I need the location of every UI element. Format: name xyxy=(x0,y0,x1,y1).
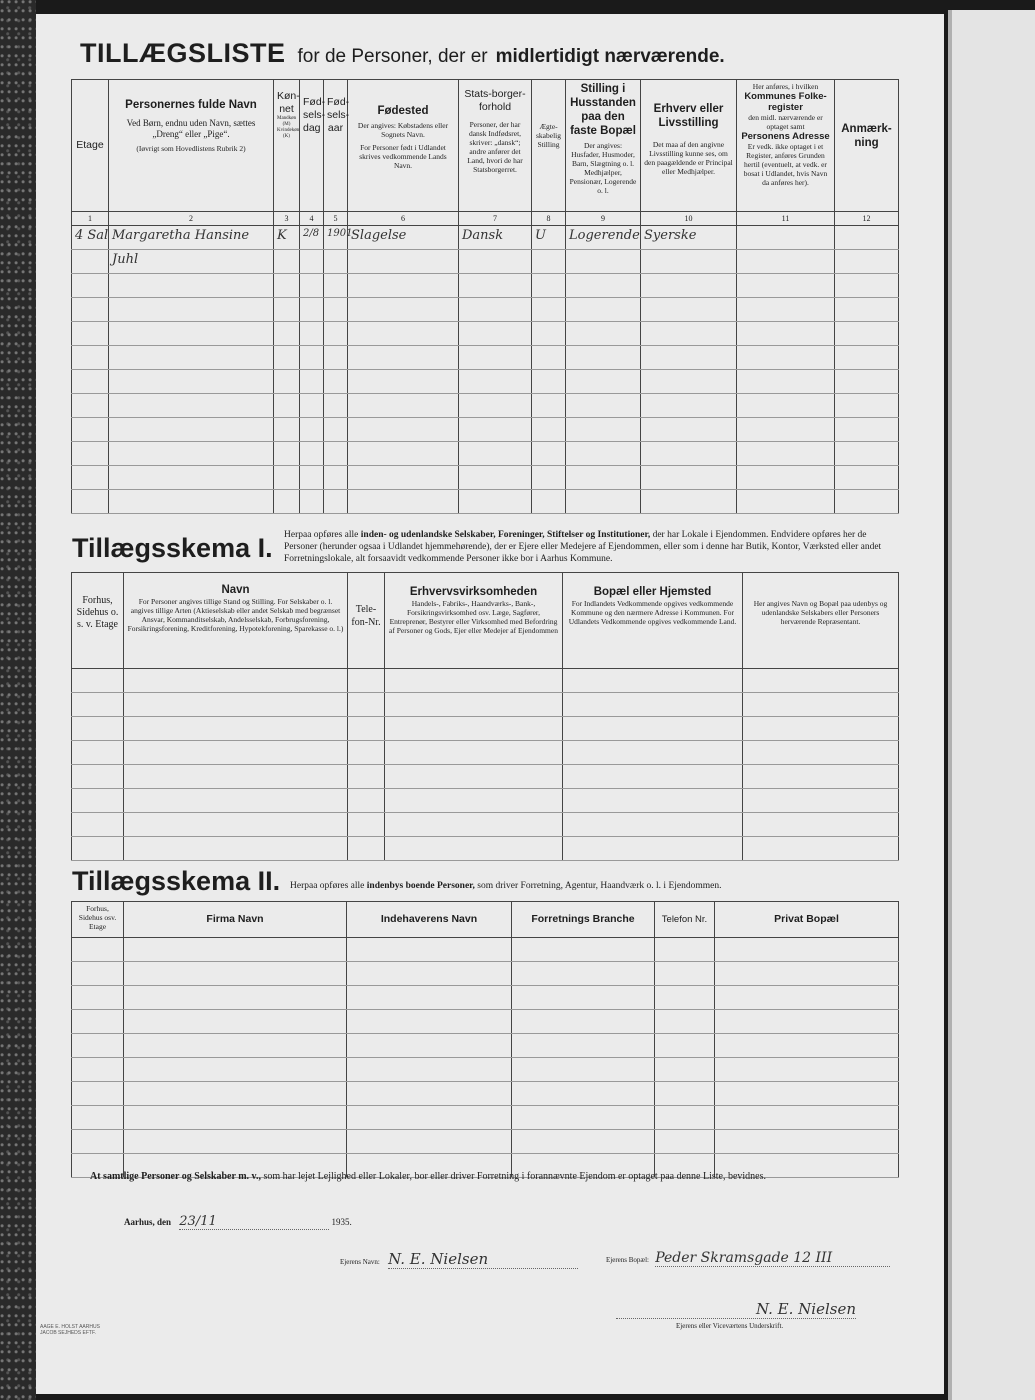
table-row xyxy=(72,226,899,250)
table-row xyxy=(72,490,899,514)
col-kon: Køn-net Mandkøn (M) Kvindekøn (K) xyxy=(274,80,300,212)
entry-dag: 2/8 xyxy=(300,226,324,250)
s1-col-navn: Navn For Personer angives tillige Stand og Stilling. For Selskaber o. l. angives tillige Arten (Aktieselskab eller andet Selskab med begrænset Ansvar, Kommanditselskab, Andelsselskab, Forbrugsforening, Forsikringsforening, Kreditforening, Hypotekforening, Sparekasse o. l.) xyxy=(124,573,348,669)
entry-erhverv: Syerske xyxy=(641,226,737,250)
table-row xyxy=(72,298,899,322)
title-big: TILLÆGSLISTE xyxy=(80,38,286,68)
skema2-title: Tillægsskema II. xyxy=(72,866,281,896)
table-row xyxy=(72,1034,899,1058)
skema1-title: Tillægsskema I. xyxy=(72,533,273,563)
table-row xyxy=(72,1130,899,1154)
table-row xyxy=(72,669,899,693)
entry-statsborger: Dansk xyxy=(459,226,532,250)
s1-col-etage: Forhus, Sidehus o. s. v. Etage xyxy=(72,573,124,669)
table-row xyxy=(72,1058,899,1082)
table-row xyxy=(72,370,899,394)
main-list-table xyxy=(71,79,899,514)
table-row xyxy=(72,986,899,1010)
col-erhverv: Erhverv eller Livsstilling Det maa af den angivne Livsstilling kunne ses, om den paagældende er Principal eller Medhjælper. xyxy=(641,80,737,212)
table-row xyxy=(72,741,899,765)
table-row xyxy=(72,693,899,717)
col-statsborger: Stats-borger-forhold Personer, der har dansk Indfødsret, skriver: „dansk“; andre anfører det Land, hvori de har Statsborgerret. xyxy=(459,80,532,212)
owner-name-value: N. E. Nielsen xyxy=(388,1250,578,1269)
skema2-header-row xyxy=(72,902,899,938)
owner-address-value: Peder Skramsgade 12 III xyxy=(655,1250,890,1267)
table-row xyxy=(72,1082,899,1106)
skema2-table xyxy=(71,901,899,1178)
table-row xyxy=(72,1010,899,1034)
entry-etage: 4 Sal xyxy=(72,226,109,250)
s2-col-telefon: Telefon Nr. xyxy=(655,902,715,938)
adjacent-page xyxy=(948,10,1035,1400)
entry-name-line1: Margaretha Hansine xyxy=(109,226,274,250)
col-folkeregister: Her anføres, i hvilken Kommunes Folke-register den midl. nærværende er optaget samt Personens Adresse Er vedk. ikke optaget i et Register, anføres Grunden hertil (eventuelt, at vedk. er bosat i Udlandet, hvis Navn da anføres her). xyxy=(737,80,835,212)
skema1-description: Herpaa opføres alle inden- og udenlandske Selskaber, Foreninger, Stiftelser og Institutioner, der har Lokale i Ejendommen. Endvidere opføres her de Personer (herunder ogsaa i Udlandet hjemmehørende), der er Ejere eller Medejere af Ejendommen, eller som i denne har Butik, Kontor, Værksted eller andet Forretningslokale, alt forsaavidt vedkommende Personer ikke bor i Aarhus Kommune. xyxy=(284,530,882,564)
s2-col-bopael: Privat Bopæl xyxy=(715,902,899,938)
skema2-description: Herpaa opføres alle indenbys boende Personer, som driver Forretning, Agentur, Haandværk o. l. i Ejendommen. xyxy=(290,881,722,891)
s1-col-telefon: Tele-fon-Nr. xyxy=(348,573,385,669)
col-aar: Fød-sels-aar xyxy=(324,80,348,212)
s1-col-repraesentant: Her angives Navn og Bopæl paa udenbys og udenlandske Selskabers eller Personers herværende Repræsentant. xyxy=(743,573,899,669)
entry-stilling: Logerende xyxy=(566,226,641,250)
owner-name-line: Ejerens Navn: N. E. Nielsen xyxy=(340,1250,578,1269)
entry-aar: 1901 xyxy=(324,226,348,250)
table-row xyxy=(72,962,899,986)
table-row xyxy=(72,765,899,789)
s2-col-branche: Forretnings Branche xyxy=(512,902,655,938)
table-row xyxy=(72,346,899,370)
s1-col-bopael: Bopæl eller Hjemsted For Indlandets Vedkommende opgives vedkommende Kommune og den nærmere Adresse i Kommunen. For Udlandets Vedkommende opgives vedkommende Land. xyxy=(563,573,743,669)
col-fodested: Fødested Der angives: Købstadens eller Sognets Navn. For Personer født i Udlandet skrives vedkommende Lands Navn. xyxy=(348,80,459,212)
page-fold xyxy=(948,10,952,1400)
table-row xyxy=(72,717,899,741)
skema1-table xyxy=(71,572,899,861)
signature-block xyxy=(616,1300,856,1319)
table-row xyxy=(72,837,899,861)
main-number-row: 1 2 3 4 5 6 7 8 9 10 11 12 xyxy=(72,212,899,226)
col-stilling: Stilling i Husstanden paa den faste Bopæl Der angives: Husfader, Husmoder, Barn, Slægtning o. l. Medhjælper, Pensionær, Logerende o. l. xyxy=(566,80,641,212)
table-row xyxy=(72,274,899,298)
col-name: Personernes fulde Navn Ved Børn, endnu uden Navn, sættes „Dreng“ eller „Pige“. (Iøvrigt som Hovedlistens Rubrik 2) xyxy=(109,80,274,212)
col-aegteskab: Ægte-skabelig Stilling xyxy=(532,80,566,212)
table-row xyxy=(72,938,899,962)
entry-name-line2: Juhl xyxy=(109,250,274,274)
table-row xyxy=(72,250,899,274)
table-row xyxy=(72,394,899,418)
table-row xyxy=(72,466,899,490)
book-binding xyxy=(0,0,36,1400)
printer-mark: AAGE E. HOLST AARHUS JACOB SEJHEDS EFTF. xyxy=(40,1324,100,1336)
col-etage: Etage xyxy=(72,80,109,212)
date-value: 23/11 xyxy=(179,1214,329,1230)
main-header-row xyxy=(72,80,899,212)
s2-col-firma: Firma Navn xyxy=(124,902,347,938)
signature-value: N. E. Nielsen xyxy=(616,1300,856,1319)
skema1-header-row xyxy=(72,573,899,669)
entry-aegteskab: U xyxy=(532,226,566,250)
s1-col-erhverv: Erhvervsvirksomheden Handels-, Fabriks-, Haandværks-, Bank-, Forsikringsvirksomhed osv. Læge, Sagfører, Entreprenør, Bestyrer eller Virksomhed med Befordring af Personer og Gods, Ejer eller Medejer af Ejendommen xyxy=(385,573,563,669)
owner-address-line: Ejerens Bopæl: Peder Skramsgade 12 III xyxy=(606,1250,890,1267)
s2-col-etage: Forhus, Sidehus osv. Etage xyxy=(72,902,124,938)
table-row xyxy=(72,813,899,837)
col-anmaerkning: Anmærk-ning xyxy=(835,80,899,212)
table-row xyxy=(72,442,899,466)
col-dag: Fød-sels-dag xyxy=(300,80,324,212)
s2-col-indehaver: Indehaverens Navn xyxy=(347,902,512,938)
declaration-text: At samtlige Personer og Selskaber m. v., som har lejet Lejlighed eller Lokaler, bor eller driver Forretning i forannævnte Ejendom er optaget paa denne Liste, bevidnes. xyxy=(90,1171,766,1182)
table-row xyxy=(72,789,899,813)
title-pre: for de Personer, der er xyxy=(297,46,488,67)
entry-kon: K xyxy=(274,226,300,250)
main-list-title xyxy=(80,38,725,69)
date-line: Aarhus, den 23/11 1935. xyxy=(124,1214,352,1229)
table-row xyxy=(72,418,899,442)
table-row xyxy=(72,322,899,346)
signature-label: Ejerens eller Viceværtens Underskrift. xyxy=(676,1322,784,1330)
entry-fodested: Slagelse xyxy=(348,226,459,250)
title-bold: midlertidigt nærværende. xyxy=(495,46,725,67)
table-row xyxy=(72,1106,899,1130)
